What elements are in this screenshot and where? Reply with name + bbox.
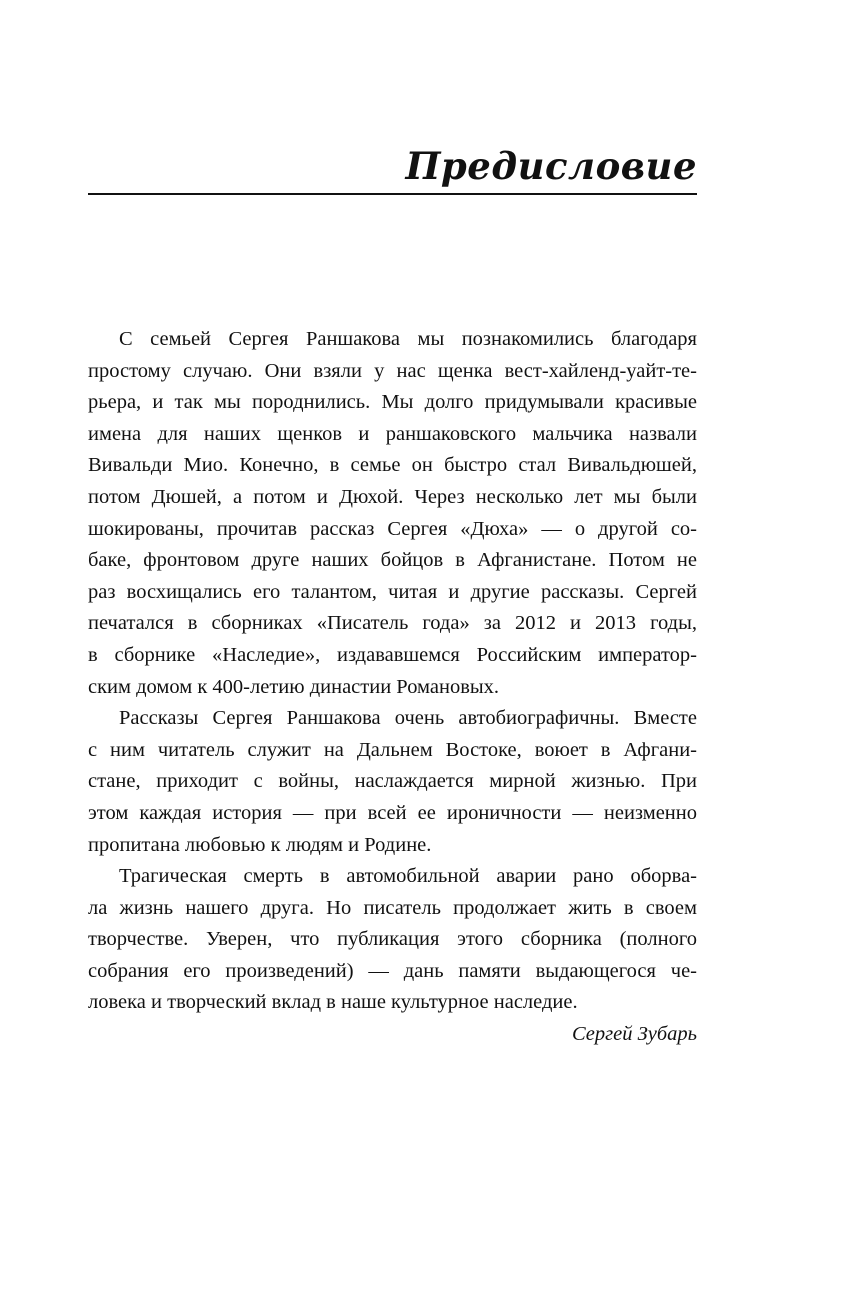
title-underline	[88, 193, 697, 195]
author-signature: Сергей Зубарь	[571, 1023, 697, 1046]
text-line: раз восхищались его талантом, читая и другие рассказы. Сергей	[88, 580, 697, 603]
text-line: баке, фронтовом друге наших бойцов в Афганистане. Потом не	[88, 549, 697, 572]
text-line: Вивальди Мио. Конечно, в семье он быстро стал Вивальдюшей,	[88, 454, 697, 477]
text-line: шокированы, прочитав рассказ Сергея «Дюха» — о другой со-	[88, 517, 697, 540]
text-line: собрания его произведений) — дань памяти выдающегося че-	[88, 959, 697, 982]
text-line: простому случаю. Они взяли у нас щенка вест-хайленд-уайт-те-	[88, 359, 697, 382]
text-line: ловека и творческий вклад в наше культурное наследие.	[88, 991, 578, 1014]
text-line: Трагическая смерть в автомобильной аварии рано оборва-	[119, 865, 697, 888]
text-line: в сборнике «Наследие», издававшемся Российским император-	[88, 643, 697, 666]
text-line: стане, приходит с войны, наслаждается мирной жизнью. При	[88, 770, 697, 793]
text-line: этом каждая история — при всей ее ироничности — неизменно	[88, 801, 697, 824]
text-line: Рассказы Сергея Раншакова очень автобиографичны. Вместе	[119, 707, 697, 730]
text-line: имена для наших щенков и раншаковского мальчика назвали	[88, 422, 697, 445]
preface-body	[88, 324, 697, 1051]
text-line: ским домом к 400-летию династии Романовых.	[88, 675, 500, 698]
text-line: пропитана любовью к людям и Родине.	[88, 833, 432, 856]
text-line: потом Дюшей, а потом и Дюхой. Через несколько лет мы были	[88, 485, 697, 508]
text-line: творчестве. Уверен, что публикация этого сборника (полного	[88, 928, 697, 951]
page-title: Предисловие	[405, 144, 697, 188]
text-line: С семьей Сергея Раншакова мы познакомились благодаря	[119, 328, 697, 350]
text-line: рьера, и так мы породнились. Мы долго придумывали красивые	[88, 391, 697, 414]
text-line: с ним читатель служит на Дальнем Востоке, воюет в Афгани-	[88, 738, 697, 761]
text-line: ла жизнь нашего друга. Но писатель продолжает жить в своем	[88, 896, 697, 919]
text-line: печатался в сборниках «Писатель года» за 2012 и 2013 годы,	[88, 612, 697, 635]
